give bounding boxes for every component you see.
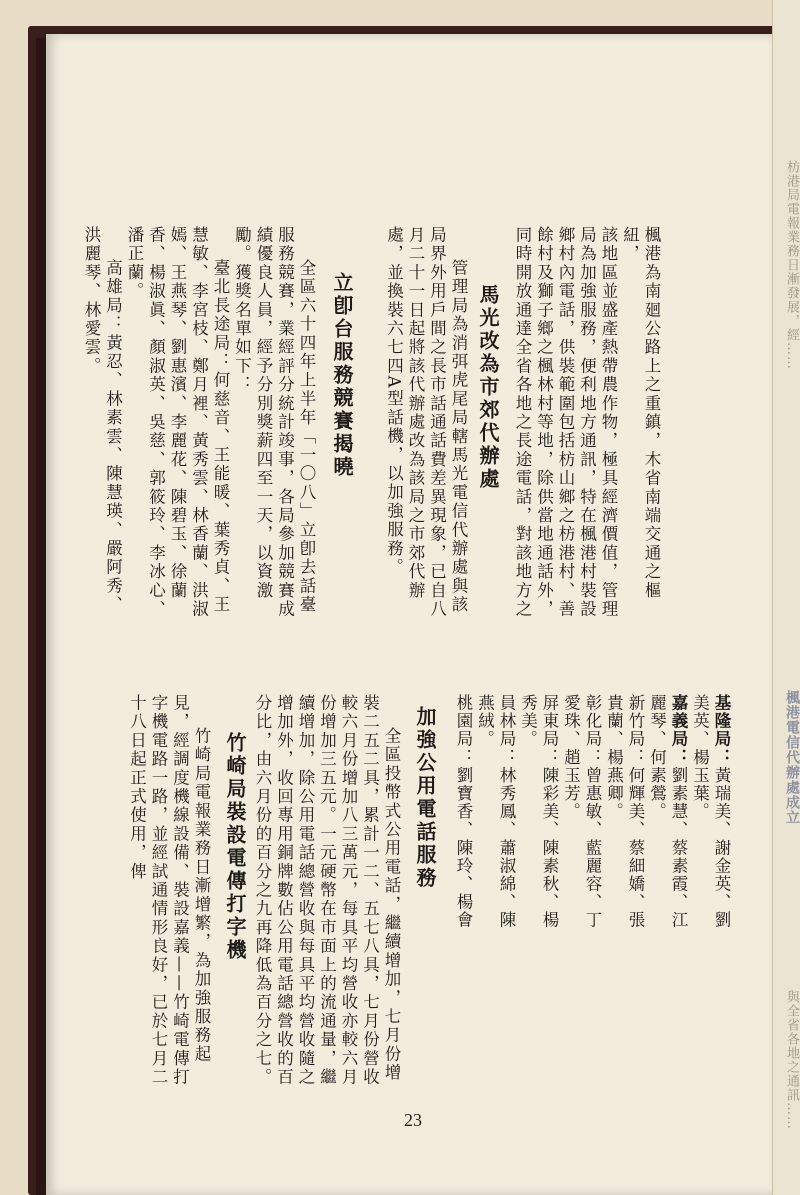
next-page-column-lower: 與全省各地之通訊…… <box>784 990 799 1130</box>
next-page-column: 枋港局電報業務日漸發展，經…… <box>784 160 799 370</box>
contest-heading: 立卽台服務競賽揭曉 <box>330 272 354 479</box>
teletype-body: 竹崎局電報業務日漸增繁，為加強服務起見，經調度機線設備、裝設嘉義——竹崎電傳打字機電路一路，並經試通情形良好，已於七月二十八日起正式使用，俾 <box>127 694 211 1087</box>
page-number: 23 <box>404 1110 422 1130</box>
book-page <box>46 34 772 1195</box>
bureau-row: 新竹局：何輝美、蔡細嬌、張貴蘭、楊燕卿。 <box>604 694 645 930</box>
contest-body <box>82 226 317 621</box>
bureau-row: 桃園局：劉寶香、陳玲、楊會 <box>454 694 473 930</box>
intro-article <box>512 226 662 621</box>
contest-winners-kaohsiung: 高雄局：黃忍、林素雲、陳慧瑛、嚴阿秀、洪麗琴、林愛雲。 <box>82 226 123 615</box>
contest-intro: 全區六十四年上半年「一〇八」立卽去話臺服務競賽，業經評分統計竣事，各局參加競賽成績優良人員，經予分別獎薪四至一天，以資激勵。獲獎名單如下： <box>232 226 316 619</box>
intro-paragraph-2: 該地區並盛產熱帶農作物，極具經濟價值，管理局為加強服務，便利地方通訊，特在楓港村裝設鄉村內電話，供裝範圍包括枋山鄉之枋港村、善餘村及獅子鄉之楓林村等地，除供當地通話外，同時開放通達全省各地之長途電話，對該地方之 <box>513 226 618 619</box>
teletype-heading: 竹崎局裝設電傳打字機 <box>223 732 247 962</box>
bureau-row: 屏東局：陳彩美、陳素秋、楊秀美。 <box>518 694 559 930</box>
bureau-winner-list <box>452 694 732 944</box>
cover-edge <box>36 38 46 1195</box>
next-page-edge <box>772 0 800 1195</box>
bureau-row: 彰化局：曾惠敏、藍麗容、丁愛珠、趙玉芳。 <box>561 694 602 930</box>
payphone-body: 全區投幣式公用電話，繼續增加，七月份增裝二五二具，累計一二、五七八具，七月份營收較六月份增加八三萬元，每具平均營收亦較六月份增加三五元。一元硬幣在市面上的流通量，繼續增加，除公用電話總營收與每具平均營收隨之增加外，收回專用銅牌數佔公用電話總營收的百分比，由六月份的百分之九再降低為百分之七。 <box>253 694 401 1087</box>
payphone-heading: 加強公用電話服務 <box>413 706 437 890</box>
bureau-row: 員林局：林秀鳳、蕭淑綿、陳燕絨。 <box>475 694 516 930</box>
bureau-row: 基隆局：黃瑞美、謝金英、劉美英、楊玉葉。 <box>690 694 731 930</box>
contest-winners-taipei: 臺北長途局：何慈音、王能暖、葉秀貞、王慧敏、李宮枝、鄭月裡、黃秀雲、林香蘭、洪淑嫣、王燕琴、劉惠濱、李麗花、陳碧玉、徐蘭香、楊淑眞、顏淑英、吳慈、郭筱玲、李冰心、潘正蘭。 <box>125 226 230 619</box>
next-page-heading: 楓港電信代辦處成立 <box>784 690 800 825</box>
bureau-row: 嘉義局：劉素慧、蔡素霞、江麗琴、何素鶯。 <box>647 694 688 930</box>
suburban-office-body: 管理局為消弭虎尾局轄馬光電信代辦處與該局界外用戶間之長市話通話費差異現象，已自八月二十一日起將該代辦處改為該局之市郊代辦處，並換裝六七四A型話機，以加強服務。 <box>384 226 468 619</box>
intro-paragraph-1: 楓港為南廻公路上之重鎮，木省南端交通之樞紐， <box>620 226 661 600</box>
suburban-office-heading: 馬光改為市郊代辦處 <box>476 284 500 491</box>
